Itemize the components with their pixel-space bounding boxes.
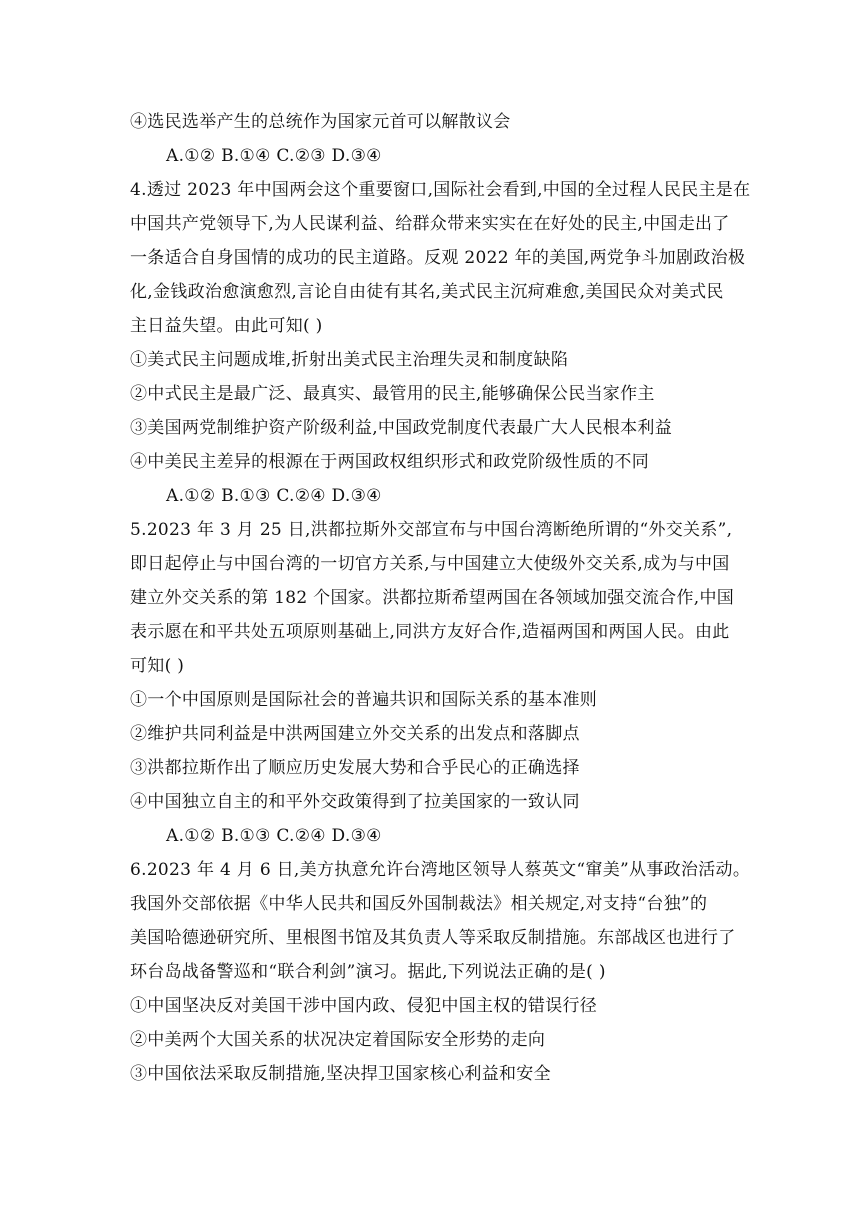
text-line: 即日起停止与中国台湾的一切官方关系,与中国建立大使级外交关系,成为与中国 (130, 554, 730, 574)
text-line: 美国哈德逊研究所、里根图书馆及其负责人等采取反制措施。东部战区也进行了 (130, 928, 736, 948)
answer-choices: A.①② B.①④ C.②③ D.③④ (166, 146, 382, 166)
text-line: 表示愿在和平共处五项原则基础上,同洪方友好合作,造福两国和两国人民。由此 (130, 622, 730, 642)
text-line: 主日益失望。由此可知( ) (130, 316, 323, 336)
option-line: ②中美两个大国关系的状况决定着国际安全形势的走向 (130, 1030, 546, 1050)
question-6-text: 6.2023 年 4 月 6 日,美方执意允许台湾地区领导人蔡英文“窜美”从事政治活动。 (130, 860, 751, 880)
question-5-text: 5.2023 年 3 月 25 日,洪都拉斯外交部宣布与中国台湾断绝所谓的“外交关系”, (130, 520, 733, 540)
question-4-text: 4.透过 2023 年中国两会这个重要窗口,国际社会看到,中国的全过程人民民主是在 (130, 180, 751, 200)
option-line: ④中国独立自主的和平外交政策得到了拉美国家的一致认同 (130, 792, 580, 812)
option-line: ①美式民主问题成堆,折射出美式民主治理失灵和制度缺陷 (130, 350, 569, 370)
text-line: 中国共产党领导下,为人民谋利益、给群众带来实实在在好处的民主,中国走出了 (130, 214, 730, 234)
option-line: ③美国两党制维护资产阶级利益,中国政党制度代表最广大人民根本利益 (130, 418, 673, 438)
option-line: ①一个中国原则是国际社会的普遍共识和国际关系的基本准则 (130, 690, 598, 710)
option-line: ①中国坚决反对美国干涉中国内政、侵犯中国主权的错误行径 (130, 996, 598, 1016)
text-line: 建立外交关系的第 182 个国家。洪都拉斯希望两国在各领域加强交流合作,中国 (130, 588, 735, 608)
option-line: ④中美民主差异的根源在于两国政权组织形式和政党阶级性质的不同 (130, 452, 649, 472)
text-line: ④选民选举产生的总统作为国家元首可以解散议会 (130, 112, 511, 132)
option-line: ②维护共同利益是中洪两国建立外交关系的出发点和落脚点 (130, 724, 580, 744)
text-line: 我国外交部依据《中华人民共和国反外国制裁法》相关规定,对支持“台独”的 (130, 894, 708, 914)
answer-choices: A.①② B.①③ C.②④ D.③④ (166, 826, 382, 846)
text-line: 可知( ) (130, 656, 185, 676)
text-line: 环台岛战备警巡和“联合利剑”演习。据此,下列说法正确的是( ) (130, 962, 606, 982)
text-line: 一条适合自身国情的成功的民主道路。反观 2022 年的美国,两党争斗加剧政治极 (130, 248, 746, 268)
option-line: ②中式民主是最广泛、最真实、最管用的民主,能够确保公民当家作主 (130, 384, 655, 404)
option-line: ③洪都拉斯作出了顺应历史发展大势和合乎民心的正确选择 (130, 758, 580, 778)
answer-choices: A.①② B.①③ C.②④ D.③④ (166, 486, 382, 506)
text-line: 化,金钱政治愈演愈烈,言论自由徒有其名,美式民主沉疴难愈,美国民众对美式民 (130, 282, 724, 302)
option-line: ③中国依法采取反制措施,坚决捍卫国家核心利益和安全 (130, 1064, 551, 1084)
